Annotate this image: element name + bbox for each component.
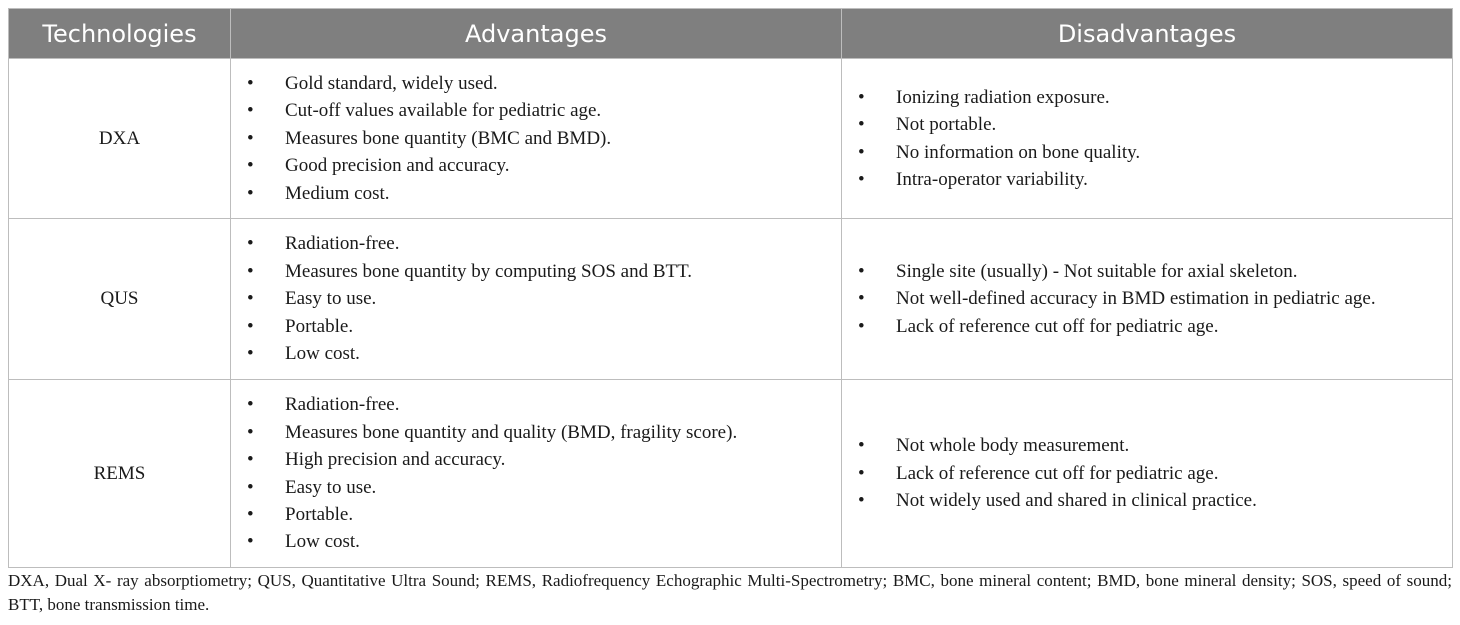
list-item: • Good precision and accuracy.	[232, 152, 840, 179]
disadvantages-cell	[842, 380, 1453, 568]
comparison-table-container	[8, 8, 1452, 568]
list-item: • Portable.	[232, 313, 840, 340]
list-item: • Single site (usually) - Not suitable for axial skeleton.	[843, 258, 1451, 285]
list-item: • Measures bone quantity (BMC and BMD).	[232, 125, 840, 152]
advantages-cell	[231, 219, 842, 380]
table-row	[9, 380, 1453, 568]
list-item: • High precision and accuracy.	[232, 446, 840, 473]
table-row	[9, 59, 1453, 219]
list-item: • Measures bone quantity by computing SOS and BTT.	[232, 258, 840, 285]
list-item: • Not well-defined accuracy in BMD estimation in pediatric age.	[843, 285, 1451, 312]
list-item: • Lack of reference cut off for pediatric age.	[843, 313, 1451, 340]
list-item: • Easy to use.	[232, 285, 840, 312]
disadvantages-list	[843, 432, 1451, 514]
technology-cell: QUS	[9, 219, 231, 380]
header-technologies: Technologies	[9, 9, 231, 59]
list-item: • Medium cost.	[232, 180, 840, 207]
list-item: • Radiation-free.	[232, 391, 840, 418]
advantages-cell	[231, 380, 842, 568]
list-item: • Ionizing radiation exposure.	[843, 84, 1451, 111]
header-advantages: Advantages	[231, 9, 842, 59]
list-item: • No information on bone quality.	[843, 139, 1451, 166]
advantages-cell	[231, 59, 842, 219]
table-header-row	[9, 9, 1453, 59]
list-item: • Low cost.	[232, 340, 840, 367]
list-item: • Cut-off values available for pediatric age.	[232, 97, 840, 124]
list-item: • Lack of reference cut off for pediatric age.	[843, 460, 1451, 487]
list-item: • Measures bone quantity and quality (BMD, fragility score).	[232, 419, 840, 446]
list-item: • Low cost.	[232, 528, 840, 555]
technology-cell: REMS	[9, 380, 231, 568]
disadvantages-cell	[842, 59, 1453, 219]
list-item: • Gold standard, widely used.	[232, 70, 840, 97]
advantages-list	[232, 70, 840, 207]
list-item: • Easy to use.	[232, 474, 840, 501]
table-footnote: DXA, Dual X- ray absorptiometry; QUS, Quantitative Ultra Sound; REMS, Radiofrequency Echographic Multi-Spectrometry; BMC, bone mineral content; BMD, bone mineral density; SOS, speed of sound; BTT, bone transmission time.	[8, 571, 1452, 614]
disadvantages-list	[843, 258, 1451, 340]
list-item: • Portable.	[232, 501, 840, 528]
table-row	[9, 219, 1453, 380]
technology-cell: DXA	[9, 59, 231, 219]
list-item: • Not widely used and shared in clinical practice.	[843, 487, 1451, 514]
advantages-list	[232, 230, 840, 367]
advantages-list	[232, 391, 840, 555]
disadvantages-list	[843, 84, 1451, 194]
header-disadvantages: Disadvantages	[842, 9, 1453, 59]
list-item: • Intra-operator variability.	[843, 166, 1451, 193]
comparison-table	[8, 8, 1453, 568]
list-item: • Radiation-free.	[232, 230, 840, 257]
list-item: • Not portable.	[843, 111, 1451, 138]
list-item: • Not whole body measurement.	[843, 432, 1451, 459]
disadvantages-cell	[842, 219, 1453, 380]
